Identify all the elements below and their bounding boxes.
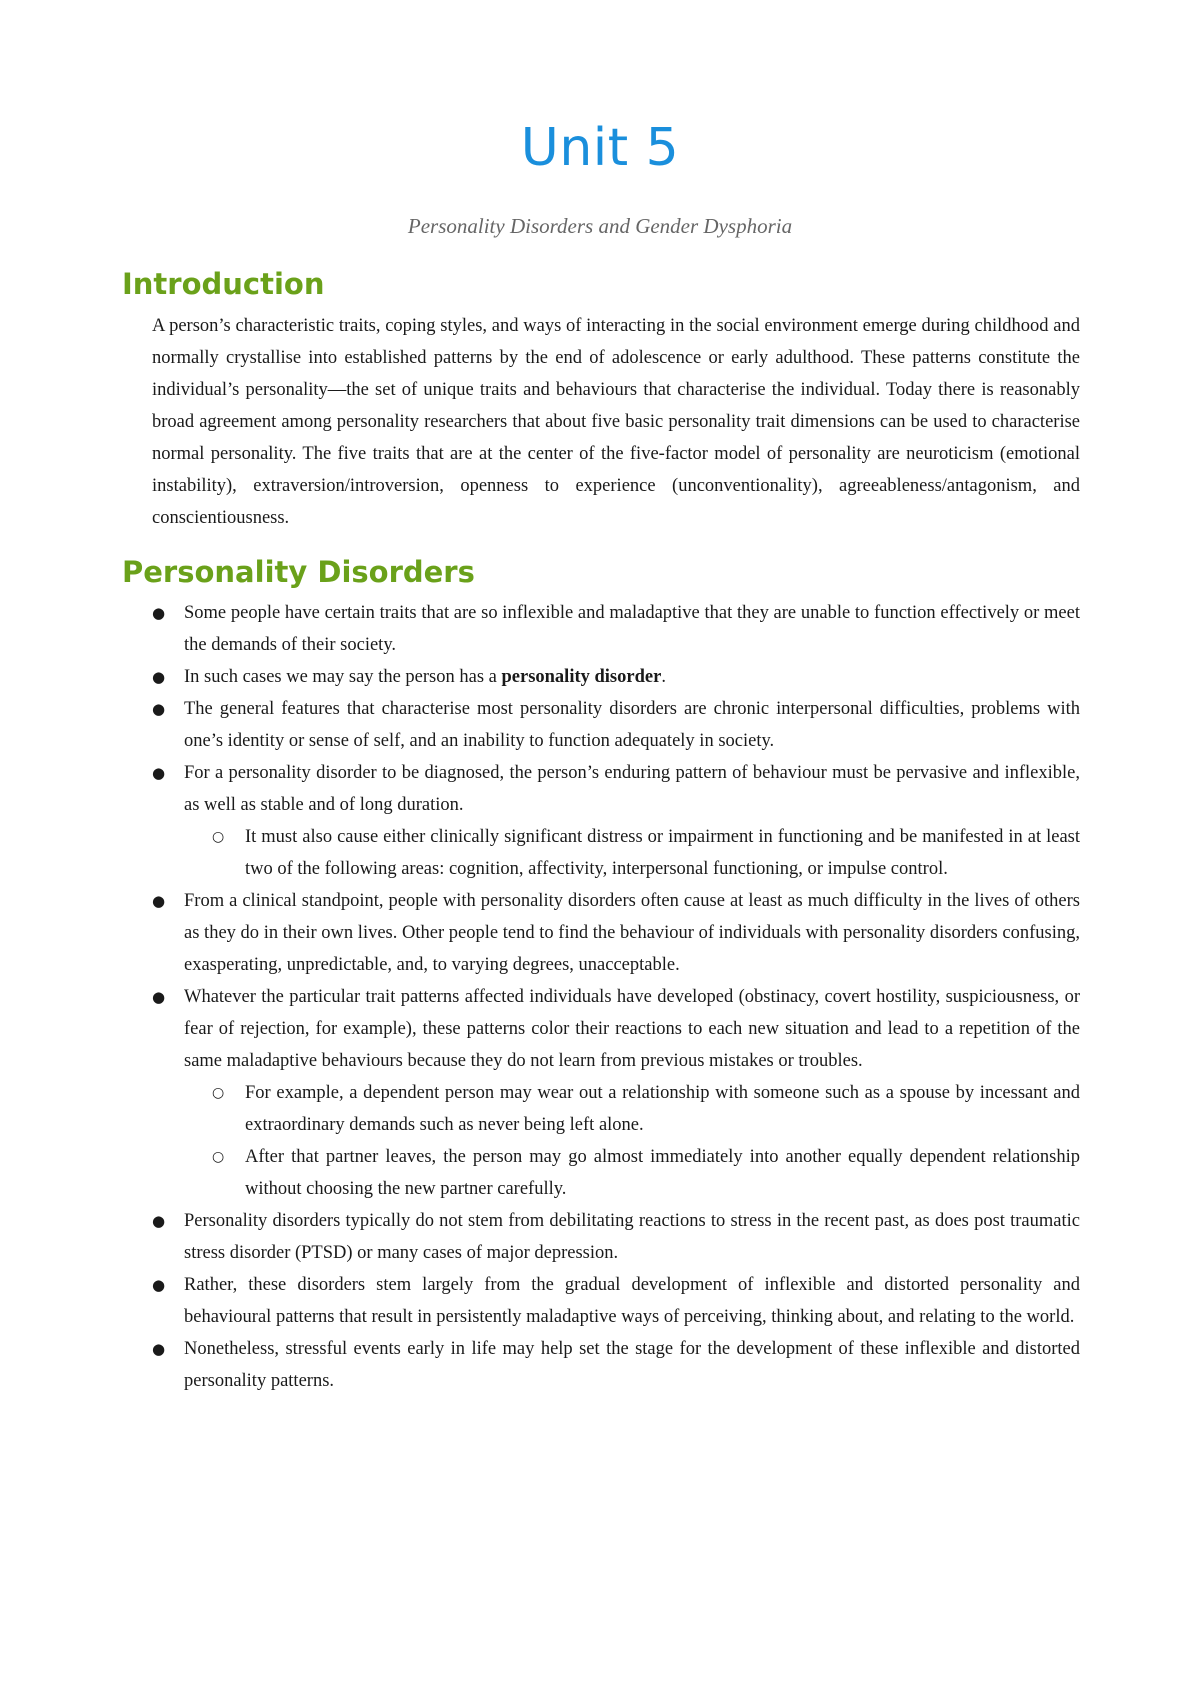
bullet-icon: ● — [152, 700, 166, 718]
list-item-text: For a personality disorder to be diagnosed, the person’s enduring pattern of behaviour must be pervasive and inflexible, as well as stable and of long duration. — [184, 763, 1080, 815]
list-item — [152, 757, 1080, 821]
list-item-text: It must also cause either clinically significant distress or impairment in functioning and be manifested in at least two of the following areas: cognition, affectivity, interpersonal functioning, or impulse control. — [245, 827, 1080, 879]
bullet-icon: ● — [152, 1212, 166, 1230]
sub-list-item — [152, 1077, 1080, 1141]
list-item — [152, 661, 1080, 693]
list-item — [152, 1333, 1080, 1397]
list-item-text: In such cases we may say the person has a — [184, 667, 502, 687]
bullet-icon: ● — [152, 604, 166, 622]
list-item-text: After that partner leaves, the person may go almost immediately into another equally dependent relationship without choosing the new partner carefully. — [245, 1147, 1080, 1199]
list-item-text: Whatever the particular trait patterns affected individuals have developed (obstinacy, covert hostility, suspiciousness, or fear of rejection, for example), these patterns color their reactions to each new situation and lead to a repetition of the same maladaptive behaviours because they do not learn from previous mistakes or troubles. — [184, 987, 1080, 1071]
list-item — [152, 885, 1080, 981]
list-item — [152, 981, 1080, 1077]
list-item-text: Rather, these disorders stem largely from the gradual development of inflexible and distorted personality and behavioural patterns that result in persistently maladaptive ways of perceiving, thinking about, and relating to the world. — [184, 1275, 1080, 1327]
list-item-text-end: . — [661, 667, 666, 687]
list-item-text: Nonetheless, stressful events early in life may help set the stage for the development of these inflexible and distorted personality patterns. — [184, 1339, 1080, 1391]
bullet-icon: ● — [152, 1340, 166, 1358]
list-item-text: Some people have certain traits that are so inflexible and maladaptive that they are unable to function effectively or meet the demands of their society. — [184, 603, 1080, 655]
introduction-heading: Introduction — [122, 267, 325, 301]
page-title: Unit 5 — [520, 118, 680, 178]
hollow-bullet-icon: ○ — [212, 1149, 225, 1165]
bullet-icon: ● — [152, 1276, 166, 1294]
list-item — [152, 1269, 1080, 1333]
hollow-bullet-icon: ○ — [212, 1085, 225, 1101]
list-item — [152, 693, 1080, 757]
list-item — [152, 597, 1080, 661]
list-item-text: The general features that characterise most personality disorders are chronic interpersonal difficulties, problems with one’s identity or sense of self, and an inability to function adequately in society. — [184, 699, 1080, 751]
bullet-icon: ● — [152, 668, 166, 686]
personality-disorders-heading: Personality Disorders — [122, 555, 475, 589]
list-item — [152, 1205, 1080, 1269]
bullet-icon: ● — [152, 764, 166, 782]
list-item-text: For example, a dependent person may wear out a relationship with someone such as a spouse by incessant and extraordinary demands such as never being left alone. — [245, 1083, 1080, 1135]
sub-list-item — [152, 1141, 1080, 1205]
bold-term: personality disorder — [501, 667, 662, 687]
personality-disorders-list — [152, 597, 1080, 1397]
hollow-bullet-icon: ○ — [212, 829, 225, 845]
list-item-text: From a clinical standpoint, people with personality disorders often cause at least as much difficulty in the lives of others as they do in their own lives. Other people tend to find the behaviour of individuals with personality disorders confusing, exasperating, unpredictable, and, to varying degrees, unacceptable. — [184, 891, 1080, 975]
introduction-paragraph: A person’s characteristic traits, coping styles, and ways of interacting in the social environment emerge during childhood and normally crystallise into established patterns by the end of adolescence or early adulthood. These patterns constitute the individual’s personality—the set of unique traits and behaviours that characterise the individual. Today there is reasonably broad agreement among personality researchers that about five basic personality trait dimensions can be used to characterise normal personality. The five traits that are at the center of the five-factor model of personality are neuroticism (emotional instability), extraversion/introversion, openness to experience (unconventionality), agreeableness/antagonism, and conscientiousness. — [152, 316, 1080, 528]
bullet-icon: ● — [152, 892, 166, 910]
list-item-text: Personality disorders typically do not stem from debilitating reactions to stress in the recent past, as does post traumatic stress disorder (PTSD) or many cases of major depression. — [184, 1211, 1080, 1263]
bullet-icon: ● — [152, 988, 166, 1006]
page-subtitle: Personality Disorders and Gender Dysphoria — [407, 214, 793, 238]
sub-list-item — [152, 821, 1080, 885]
